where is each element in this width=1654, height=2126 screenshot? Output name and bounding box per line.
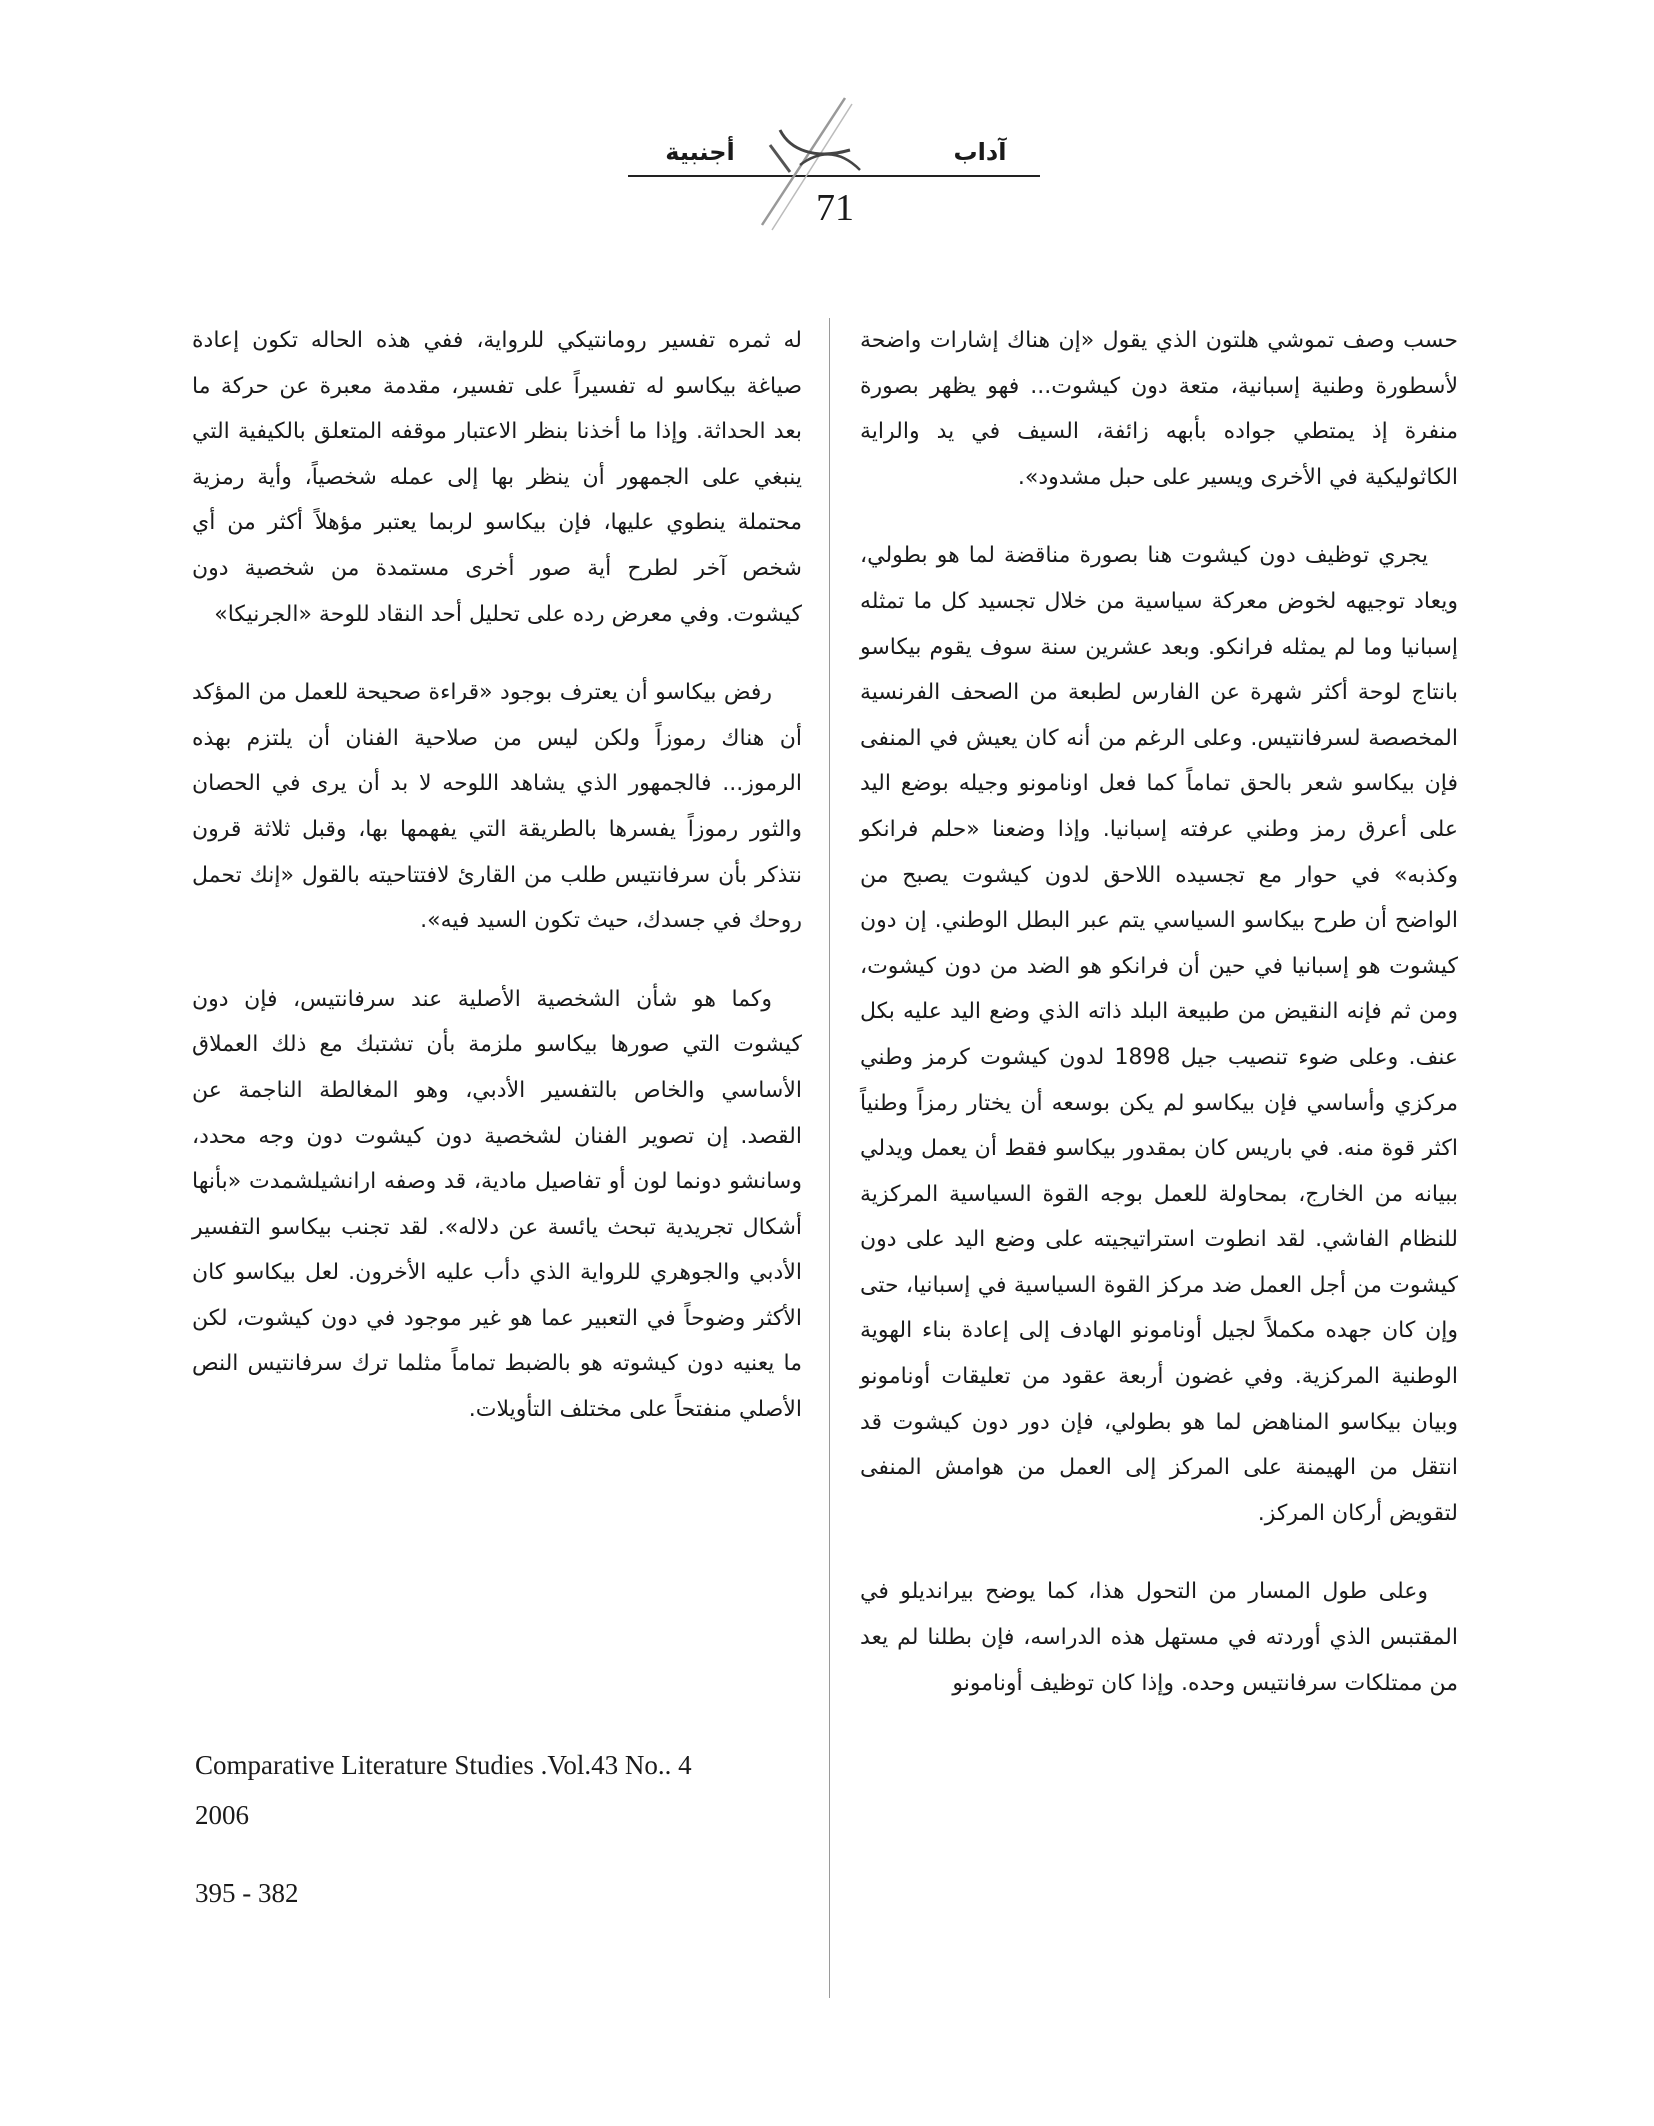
page-number: 71 <box>816 187 854 229</box>
right-column <box>860 318 1458 1706</box>
reference-block <box>195 1740 815 1918</box>
paragraph: له ثمره تفسير رومانتيكي للرواية، ففي هذه الحاله تكون إعادة صياغة بيكاسو له تفسيراً على تفسير، مقدمة معبرة عن حركة ما بعد الحداثة. وإذا ما أخذنا بنظر الاعتبار موقفه المتعلق بالكيفية التي ينبغي على الجمهور أن ينظر بها إلى عمله شخصياً، وأية رمزية محتملة ينطوي عليها، فإن بيكاسو لربما يعتبر مؤهلاً أكثر من أي شخص آخر لطرح أية صور أخرى مستمدة من شخصية دون كيشوت. وفي معرض رده على تحليل أحد النقاد للوحة «الجرنيكا» <box>192 328 802 627</box>
paragraph: حسب وصف تموشي هلتون الذي يقول «إن هناك إشارات واضحة لأسطورة وطنية إسبانية، متعة دون كيشوت... فهو يظهر بصورة منفرة إذ يمتطي جواده بأبهه زائفة، السيف في يد والراية الكاثوليكية في الأخرى ويسير على حبل مشدود». <box>860 328 1458 490</box>
paragraph: وعلى طول المسار من التحول هذا، كما يوضح بيرانديلو في المقتبس الذي أوردته في مستهل هذه الدراسه، فإن بطلنا لم يعد من ممتلكات سرفانتيس وحده. وإذا كان توظيف أونامونو <box>860 1579 1458 1696</box>
reference-pages: 395 - 382 <box>195 1878 299 1908</box>
logo-stroke-4 <box>800 154 860 170</box>
paragraph: وكما هو شأن الشخصية الأصلية عند سرفانتيس، فإن دون كيشوت التي صورها بيكاسو ملزمة بأن تشتبك مع ذلك العملاق الأساسي والخاص بالتفسير الأدبي، وهو المغالطة الناجمة عن القصد. إن تصوير الفنان لشخصية دون كيشوت دون وجه محدد، وسانشو دونما لون أو تفاصيل مادية، قد وصفه ارانشيلشمدت «بأنها أشكال تجريدية تبحث يائسة عن دلاله». لقد تجنب بيكاسو التفسير الأدبي والجوهري للرواية الذي دأب عليه الأخرون. لعل بيكاسو كان الأكثر وضوحاً في التعبير عما هو غير موجود في دون كيشوت، لكن ما يعنيه دون كيشوته هو بالضبط تماماً مثلما ترك سرفانتيس النص الأصلي منفتحاً على مختلف التأويلات. <box>192 986 802 1423</box>
logo-stroke-5 <box>770 145 790 172</box>
left-column <box>192 318 802 1433</box>
reference-journal: Comparative Literature Studies .Vol.43 No.. 4 <box>195 1750 692 1780</box>
column-divider <box>829 318 830 1998</box>
header-word-ajnabiya: أجنبية <box>665 138 735 166</box>
reference-year: 2006 <box>195 1800 249 1830</box>
masthead <box>0 0 1654 250</box>
paragraph: يجري توظيف دون كيشوت هنا بصورة مناقضة لما هو بطولي، ويعاد توجيهه لخوض معركة سياسية من خلال تجسيد كل ما تمثله إسبانيا وما لم يمثله فرانكو. وبعد عشرين سنة سوف يقوم بيكاسو بانتاج لوحة أكثر شهرة عن الفارس لطبعة من الصحف الفرنسية المخصصة لسرفانتيس. وعلى الرغم من أنه كان يعيش في المنفى فإن بيكاسو شعر بالحق تماماً كما فعل اونامونو وجيله بوضع اليد على أعرق رمز وطني عرفته إسبانيا. وإذا وضعنا «حلم فرانكو وكذبه» في حوار مع تجسيده اللاحق لدون كيشوت يصبح من الواضح أن طرح بيكاسو السياسي يتم عبر البطل الوطني. إن دون كيشوت هو إسبانيا في حين أن فرانكو هو الضد من دون كيشوت، ومن ثم فإنه النقيض من طبيعة البلد ذاته الذي وضع اليد عليه بكل عنف. وعلى ضوء تنصيب جيل 1898 لدون كيشوت كرمز وطني مركزي وأساسي فإن بيكاسو لم يكن بوسعه أن يختار رمزاً وطنياً اكثر قوة منه. في باريس كان بمقدور بيكاسو فقط أن يعمل ويدلي ببيانه من الخارج، بمحاولة للعمل بوجه القوة السياسية المركزية للنظام الفاشي. لقد انطوت استراتيجيته على وضع اليد على دون كيشوت من أجل العمل ضد مركز القوة السياسية في إسبانيا، حتى وإن كان جهده مكملاً لجيل أونامونو الهادف إلى إعادة بناء الهوية الوطنية المركزية. وفي غضون أربعة عقود من تعليقات أونامونو وبيان بيكاسو المناهض لما هو بطولي، فإن دور دون كيشوت قد انتقل من الهيمنة على المركز إلى العمل من هوامش المنفى لتقويض أركان المركز. <box>860 543 1458 1526</box>
header-word-adab: آداب <box>953 138 1007 166</box>
paragraph: رفض بيكاسو أن يعترف بوجود «قراءة صحيحة للعمل من المؤكد أن هناك رموزاً ولكن ليس من صلاحية الفنان أن يلتزم بهذه الرموز... فالجمهور الذي يشاهد اللوحه لا بد أن يرى في الحصان والثور رموزاً يفسرها بالطريقة التي يفهمها بها، وقبل ثلاثة قرون نتذكر بأن سرفانتيس طلب من القارئ لافتتاحيته بالقول «إنك تحمل روحك في جسدك، حيث تكون السيد فيه». <box>192 680 802 934</box>
